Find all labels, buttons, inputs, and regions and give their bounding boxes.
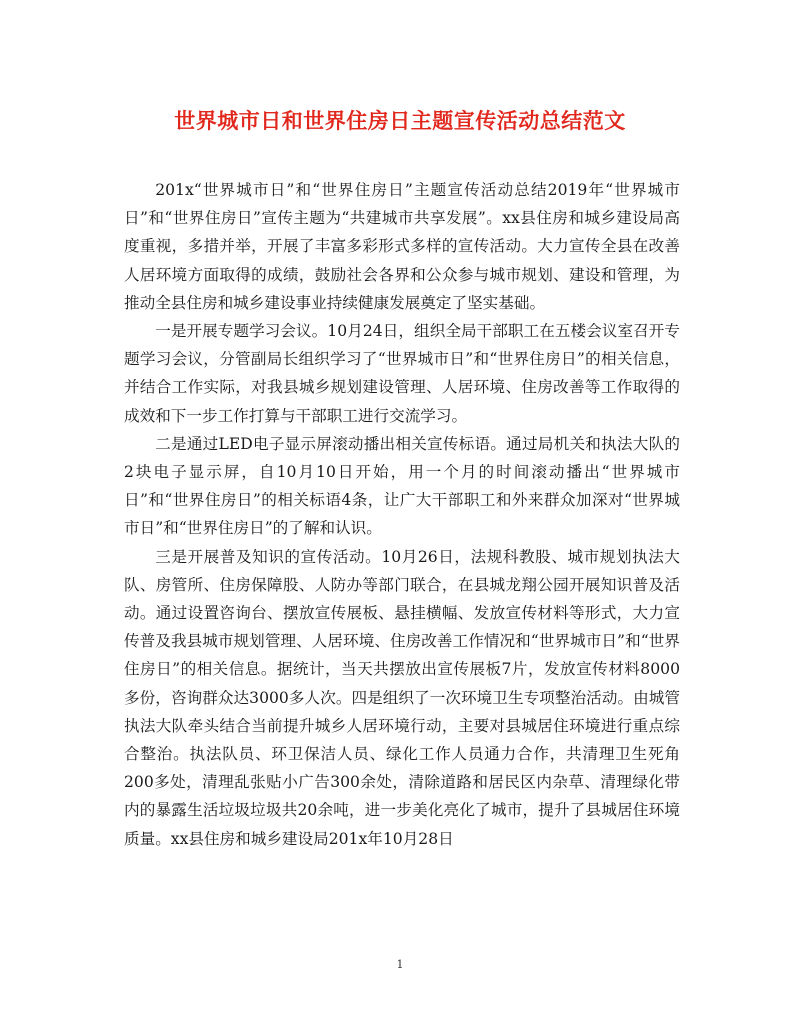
paragraph-three: 三是开展普及知识的宣传活动。10月26日，法规科教股、城市规划执法大队、房管所、住房保障股、人防办等部门联合，在县城龙翔公园开展知识普及活动。通过设置咨询台、摆放宣传展板、悬挂横幅、发放宣传材料等形式，大力宣传普及我县城市规划管理、人居环境、住房改善工作情况和“世界城市日”和“世界住房日”的相关信息。据统计，当天共摆放出宣传展板7片，发放宣传材料8000多份，咨询群众达3000多人次。四是组织了一次环境卫生专项整治活动。由城管执法大队牵头结合当前提升城乡人居环境行动，主要对县城居住环境进行重点综合整治。执法队员、环卫保洁人员、绿化工作人员通力合作，共清理卫生死角200多处，清理乱张贴小广告300余处，清除道路和居民区内杂草、清理绿化带内的暴露生活垃圾垃圾共20余吨，进一步美化亮化了城市，提升了县城居住环境质量。xx县住房和城乡建设局201x年10月28日 — [124, 547, 680, 848]
paragraph-intro: 201x“世界城市日”和“世界住房日”主题宣传活动总结2019年“世界城市日”和“世界住房日”宣传主题为“共建城市共享发展”。xx县住房和城乡建设局高度重视，多措并举，开展了丰富多彩形式多样的宣传活动。大力宣传全县在改善人居环境方面取得的成绩，鼓励社会各界和公众参与城市规划、建设和管理，为推动全县住房和城乡建设事业持续健康发展奠定了坚实基础。 — [124, 181, 680, 312]
page-number: 1 — [396, 958, 404, 971]
document-title: 世界城市日和世界住房日主题宣传活动总结范文 — [174, 108, 626, 133]
paragraph-two: 二是通过LED电子显示屏滚动播出相关宣传标语。通过局机关和执法大队的2块电子显示屏，自10月10日开始，用一个月的时间滚动播出“世界城市日”和“世界住房日”的相关标语4条，让广大干部职工和外来群众加深对“世界城市日”和“世界住房日”的了解和认识。 — [124, 434, 680, 538]
paragraph-one: 一是开展专题学习会议。10月24日，组织全局干部职工在五楼会议室召开专题学习会议，分管副局长组织学习了“世界城市日”和“世界住房日”的相关信息，并结合工作实际，对我县城乡规划建设管理、人居环境、住房改善等工作取得的成效和下一步工作打算与干部职工进行交流学习。 — [124, 322, 680, 425]
document-body — [124, 176, 680, 853]
